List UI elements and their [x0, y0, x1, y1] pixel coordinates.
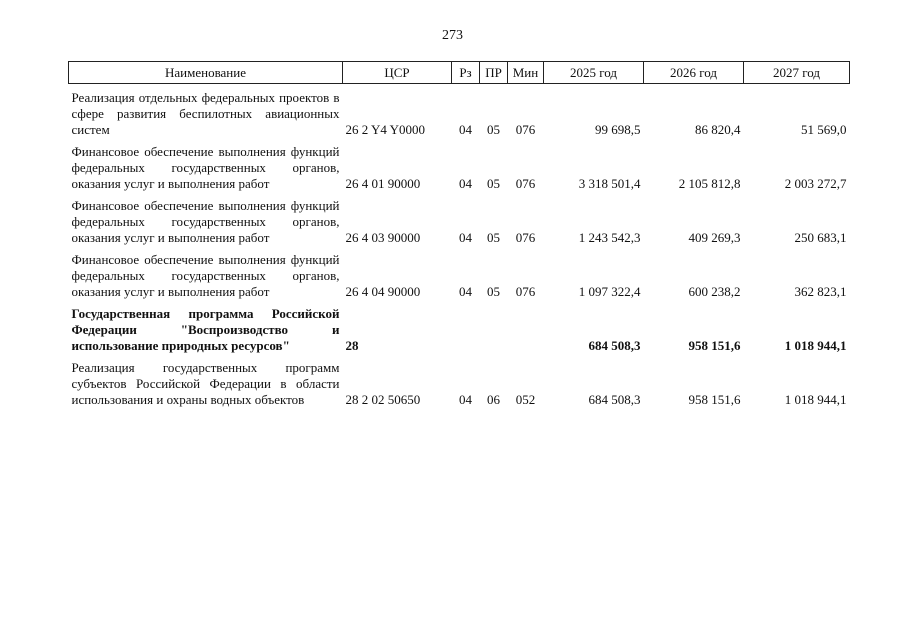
header-min: Мин [508, 62, 544, 84]
row-2027: 250 683,1 [794, 230, 847, 245]
table-row [69, 138, 850, 192]
row-rz: 04 [459, 392, 472, 407]
row-name: Финансовое обеспечение выполнения функций федеральных государственных органов, оказания услуг и выполнения работ [71, 144, 340, 191]
table-row [69, 192, 850, 246]
row-rz: 04 [459, 230, 472, 245]
row-2025: 684 508,3 [588, 392, 641, 407]
row-2025: 3 318 501,4 [578, 176, 641, 191]
row-2027: 2 003 272,7 [784, 176, 847, 191]
row-pr [480, 300, 508, 354]
row-name: Финансовое обеспечение выполнения функций федеральных государственных органов, оказания услуг и выполнения работ [71, 252, 340, 299]
header-rz: Рз [452, 62, 480, 84]
row-pr: 06 [487, 392, 500, 407]
row-name: Реализация государственных программ субъектов Российской Федерации в области использования и охраны водных объектов [71, 360, 340, 407]
row-csr: 26 4 04 90000 [345, 284, 421, 299]
row-rz [452, 300, 480, 354]
header-csr: ЦСР [343, 62, 452, 84]
table-row [69, 246, 850, 300]
row-csr: 26 4 01 90000 [345, 176, 421, 191]
row-2026: 2 105 812,8 [678, 176, 741, 191]
row-min: 052 [515, 392, 536, 407]
row-csr: 26 4 03 90000 [345, 230, 421, 245]
header-pr: ПР [480, 62, 508, 84]
row-2026: 600 238,2 [688, 284, 741, 299]
header-2026: 2026 год [644, 62, 744, 84]
row-name: Реализация отдельных федеральных проектов в сфере развития беспилотных авиационных систем [71, 90, 340, 137]
row-2026: 409 269,3 [688, 230, 741, 245]
row-csr: 26 2 Y4 Y0000 [345, 122, 426, 137]
row-2027: 362 823,1 [794, 284, 847, 299]
row-2026: 958 151,6 [688, 338, 741, 353]
row-csr: 28 2 02 50650 [345, 392, 421, 407]
row-min [508, 300, 544, 354]
table-header-row [69, 62, 850, 84]
row-min: 076 [515, 230, 536, 245]
row-2027: 1 018 944,1 [784, 392, 847, 407]
row-2026: 958 151,6 [688, 392, 741, 407]
row-2025: 1 243 542,3 [578, 230, 641, 245]
row-name: Государственная программа Российской Федерации "Воспроизводство и использование природных ресурсов" [71, 306, 340, 353]
row-2026: 86 820,4 [695, 122, 741, 137]
row-2025: 1 097 322,4 [578, 284, 641, 299]
page-number: 273 [442, 28, 463, 43]
table-row [69, 354, 850, 408]
row-pr: 05 [487, 230, 500, 245]
row-rz: 04 [459, 176, 472, 191]
row-pr: 05 [487, 284, 500, 299]
row-2027: 1 018 944,1 [784, 338, 847, 353]
header-name: Наименование [69, 62, 343, 84]
row-min: 076 [515, 176, 536, 191]
header-2027: 2027 год [744, 62, 850, 84]
row-min: 076 [515, 122, 536, 137]
budget-table [68, 61, 850, 408]
header-2025: 2025 год [544, 62, 644, 84]
row-2025: 684 508,3 [588, 338, 641, 353]
row-pr: 05 [487, 176, 500, 191]
row-name: Финансовое обеспечение выполнения функций федеральных государственных органов, оказания услуг и выполнения работ [71, 198, 340, 245]
row-csr: 28 [345, 338, 359, 353]
row-min: 076 [515, 284, 536, 299]
row-rz: 04 [459, 284, 472, 299]
table-row [69, 84, 850, 139]
row-2025: 99 698,5 [595, 122, 641, 137]
table-row-program-total [69, 300, 850, 354]
row-pr: 05 [487, 122, 500, 137]
row-2027: 51 569,0 [801, 122, 847, 137]
row-rz: 04 [459, 122, 472, 137]
